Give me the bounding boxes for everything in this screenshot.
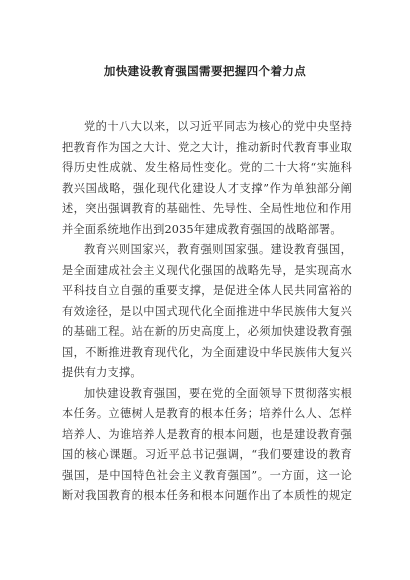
paragraph-3-line-1: 加快建设教育强国，要在党的全面领导下贯彻落实根: [84, 386, 352, 400]
document-body: [62, 117, 352, 507]
paragraph-2-line-3: 平科技自立自强的重要支撑，是促进全体人民共同富裕的: [62, 284, 352, 297]
paragraph-1-line-6: 并全面系统地作出到2035年建成教育强国的战略部署。: [62, 222, 342, 236]
paragraph-1-line-4: 教兴国战略，强化现代化建设人才支撑”作为单独部分阐: [62, 181, 352, 195]
document-title: 加快建设教育强国需要把握四个着力点: [103, 64, 307, 78]
paragraph-2-line-5: 的基础工程。站在新的历史高度上，必须加快建设教育强: [62, 325, 352, 338]
paragraph-1-line-2: 把教育作为国之大计、党之大计，推动新时代教育事业取: [62, 140, 352, 154]
paragraph-3-line-3: 培养人、为谁培养人是教育的根本问题，也是建设教育强: [62, 427, 352, 441]
paragraph-2-line-1: 教育兴则国家兴，教育强则国家强。建设教育强国，: [84, 243, 352, 256]
paragraph-3-line-5: 强国，是中国特色社会主义教育强国”。一方面，这一论: [62, 468, 352, 482]
paragraph-2-line-4: 有效途径，是以中国式现代化全面推进中华民族伟大复兴: [62, 304, 352, 318]
paragraph-2-line-2: 是全面建成社会主义现代化强国的战略先导，是实现高水: [62, 263, 352, 277]
paragraph-1-line-5: 述，突出强调教育的基础性、先导性、全局性地位和作用: [62, 202, 352, 215]
paragraph-3-line-2: 本任务。立德树人是教育的根本任务；培养什么人、怎样: [62, 407, 352, 420]
paragraph-3-line-6: 断对我国教育的根本任务和根本问题作出了本质性的规定: [62, 489, 352, 502]
paragraph-1-line-1: 党的十八大以来，以习近平同志为核心的党中央坚持: [84, 120, 352, 133]
paragraph-1-line-3: 得历史性成就、发生格局性变化。党的二十大将“实施科: [62, 161, 352, 174]
paragraph-3-line-4: 国的核心课题。习近平总书记强调，“我们要建设的教育: [62, 448, 352, 461]
paragraph-2-line-6: 国，不断推进教育现代化，为全面建设中华民族伟大复兴: [62, 345, 352, 359]
paragraph-2-line-7: 提供有力支撑。: [62, 366, 142, 379]
